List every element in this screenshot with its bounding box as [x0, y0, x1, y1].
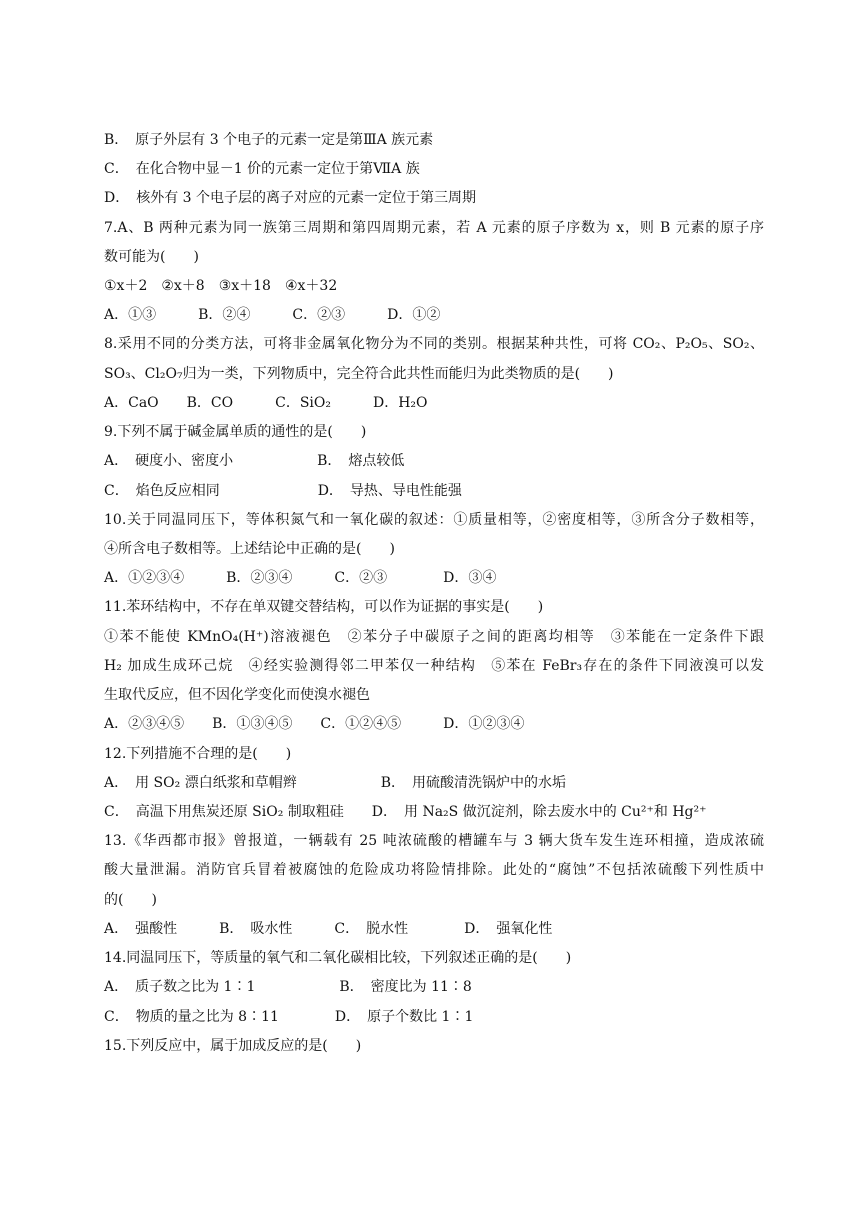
option-c-q6: C． 在化合物中显－1 价的元素一定位于第ⅦA 族	[104, 161, 420, 177]
question-8-options: A．CaO B．CO C．SiO₂ D．H₂O	[104, 395, 428, 411]
question-7-options: A．①③ B．②④ C．②③ D．①②	[104, 307, 441, 323]
question-9-options-ab: A． 硬度小、密度小 B． 熔点较低	[104, 453, 405, 469]
question-7-items: ①x＋2 ②x＋8 ③x＋18 ④x＋32	[104, 278, 338, 294]
question-9-options-cd: C． 焰色反应相同 D． 导热、导电性能强	[104, 483, 462, 499]
question-10-options: A．①②③④ B．②③④ C．②③ D．③④	[104, 570, 497, 586]
question-12-options-cd: C． 高温下用焦炭还原 SiO₂ 制取粗硅 D． 用 Na₂S 做沉淀剂，除去废水中的 Cu²⁺和 Hg²⁺	[104, 804, 707, 820]
option-b-q6: B． 原子外层有 3 个电子的元素一定是第ⅢA 族元素	[104, 132, 434, 148]
question-10-stem: 10.关于同温同压下，等体积氮气和一氧化碳的叙述：①质量相等，②密度相等，③所含分子数相等，	[104, 512, 764, 528]
question-11-options: A．②③④⑤ B．①③④⑤ C．①②④⑤ D．①②③④	[104, 716, 525, 732]
question-8-stem: 8.采用不同的分类方法，可将非金属氧化物分为不同的类别。根据某种共性，可将 CO₂、P₂O₅、SO₂、	[104, 336, 764, 352]
question-11-facts-2: H₂ 加成生成环己烷 ④经实验测得邻二甲苯仅一种结构 ⑤苯在 FeBr₃存在的条件下同液溴可以发	[104, 658, 764, 674]
question-8-stem-cont: SO₃、Cl₂O₇归为一类，下列物质中，完全符合此共性而能归为此类物质的是( )	[104, 366, 614, 382]
question-9-stem: 9.下列不属于碱金属单质的通性的是( )	[104, 424, 367, 440]
question-13-options: A． 强酸性 B． 吸水性 C． 脱水性 D． 强氧化性	[104, 921, 553, 937]
question-11-stem: 11.苯环结构中，不存在单双键交替结构，可以作为证据的事实是( )	[104, 599, 544, 615]
question-15-stem: 15.下列反应中，属于加成反应的是( )	[104, 1038, 362, 1054]
option-d-q6: D． 核外有 3 个电子层的离子对应的元素一定位于第三周期	[104, 190, 477, 206]
question-7-stem-cont: 数可能为( )	[104, 249, 199, 265]
question-13-stem-end: 的( )	[104, 892, 157, 908]
question-7-stem: 7.A、B 两种元素为同一族第三周期和第四周期元素，若 A 元素的原子序数为 x，则 B 元素的原子序	[104, 220, 764, 236]
question-12-stem: 12.下列措施不合理的是( )	[104, 746, 292, 762]
question-13-stem-cont: 酸大量泄漏。消防官兵冒着被腐蚀的危险成功将险情排除。此处的“腐蚀”不包括浓硫酸下列性质中	[104, 862, 764, 878]
question-11-facts-1: ①苯不能使 KMnO₄(H⁺)溶液褪色 ②苯分子中碳原子之间的距离均相等 ③苯能在一定条件下跟	[104, 629, 764, 645]
question-14-options-cd: C． 物质的量之比为 8∶11 D． 原子个数比 1∶1	[104, 1009, 474, 1025]
question-12-options-ab: A． 用 SO₂ 漂白纸浆和草帽辫 B． 用硫酸清洗锅炉中的水垢	[104, 775, 566, 791]
question-10-stem-cont: ④所含电子数相等。上述结论中正确的是( )	[104, 541, 395, 557]
question-14-stem: 14.同温同压下，等质量的氧气和二氧化碳相比较，下列叙述正确的是( )	[104, 950, 572, 966]
question-14-options-ab: A． 质子数之比为 1∶1 B． 密度比为 11∶8	[104, 979, 472, 995]
question-13-stem: 13.《华西都市报》曾报道，一辆载有 25 吨浓硫酸的槽罐车与 3 辆大货车发生连环相撞，造成浓硫	[104, 833, 764, 849]
question-11-facts-3: 生取代反应，但不因化学变化而使溴水褪色	[104, 687, 370, 703]
